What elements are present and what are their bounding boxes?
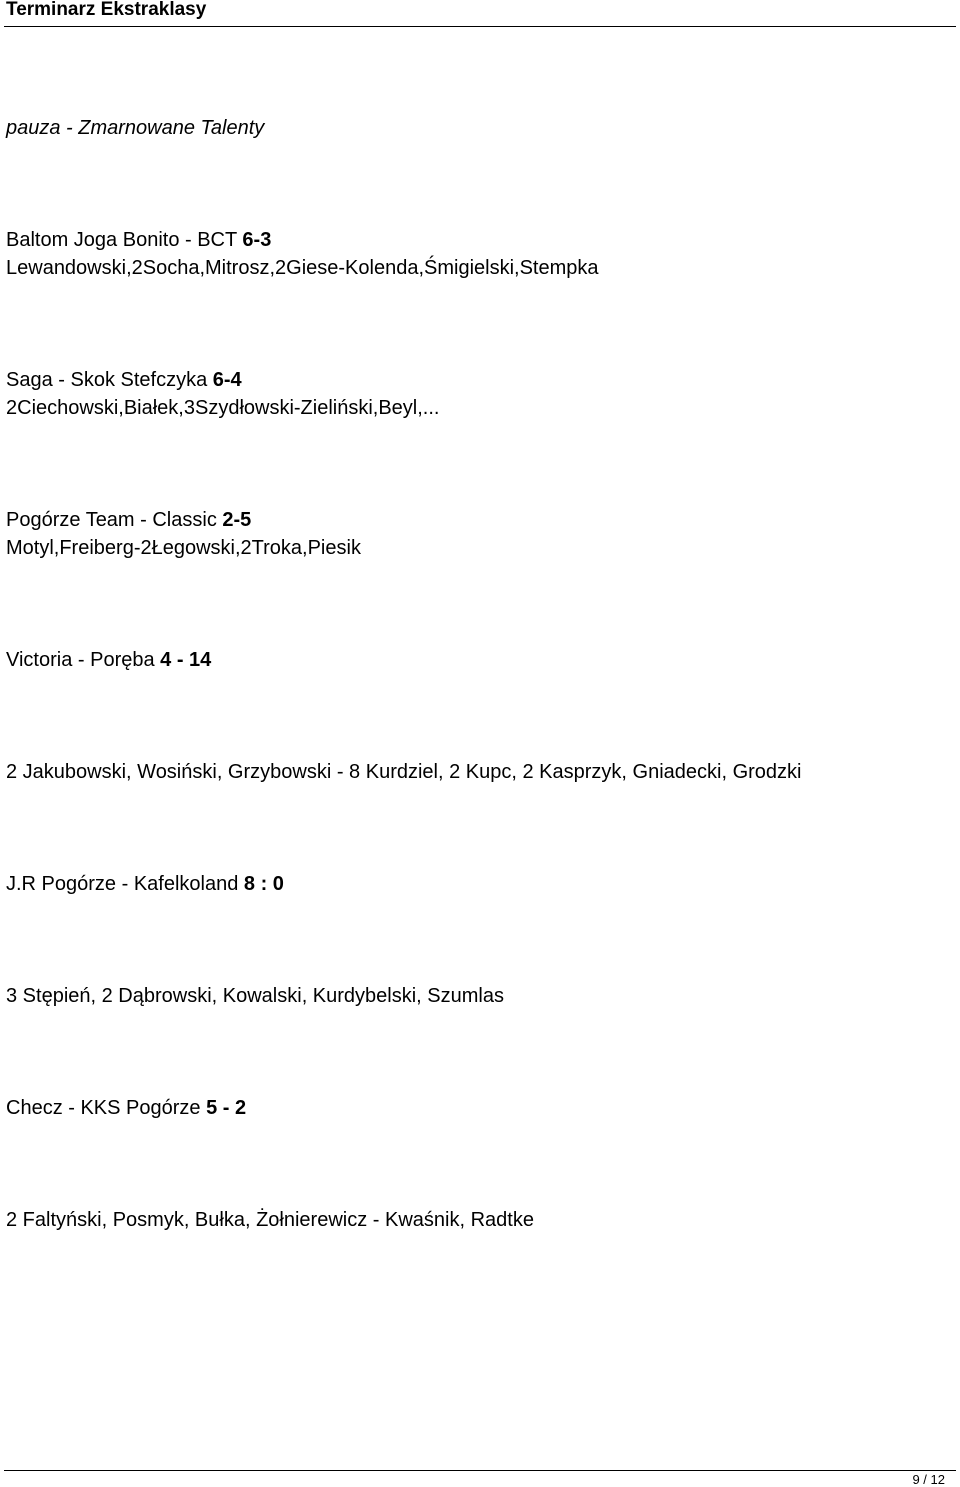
match-teams: Checz - KKS Pogórze [6,1097,201,1119]
match-teams: J.R Pogórze - Kafelkoland [6,873,239,895]
match-scorers: 2 Faltyński, Posmyk, Bułka, Żołnierewicz - Kwaśnik, Radtke [6,1209,534,1231]
page-number: 9 / 12 [912,1472,945,1487]
match-result-saga-skok [6,368,242,392]
match-result-baltom-bct [6,228,271,252]
match-scorers: Lewandowski,2Socha,Mitrosz,2Giese-Kolenda,Śmigielski,Stempka [6,257,599,279]
match-result-pogorze-classic [6,508,251,532]
match-scorers: 2Ciechowski,Białek,3Szydłowski-Zieliński,Beyl,... [6,397,440,419]
match-teams: Baltom Joga Bonito - BCT [6,229,237,251]
match-result-victoria-poreba [6,648,211,672]
match-score: 2-5 [222,509,252,531]
match-scorers: Motyl,Freiberg-2Łegowski,2Troka,Piesik [6,537,361,559]
match-scorers: 2 Jakubowski, Wosiński, Grzybowski - 8 Kurdziel, 2 Kupc, 2 Kasprzyk, Gniadecki, Grodzki [6,761,802,783]
match-score: 8 : 0 [243,873,284,895]
match-teams: Victoria - Poręba [6,649,155,671]
match-result-checz-kks [6,1096,246,1120]
document-title: Terminarz Ekstraklasy [6,0,207,20]
footer-divider [4,1470,956,1471]
page-header [4,0,956,27]
pause-note: pauza - Zmarnowane Talenty [6,117,265,139]
match-score: 6-4 [212,369,242,391]
match-teams: Saga - Skok Stefczyka [6,369,208,391]
match-score: 6-3 [242,229,272,251]
match-scorers: 3 Stępień, 2 Dąbrowski, Kowalski, Kurdybelski, Szumlas [6,985,504,1007]
match-result-jr-kafelkoland [6,872,284,896]
match-score: 5 - 2 [206,1097,247,1119]
match-score: 4 - 14 [160,649,212,671]
match-teams: Pogórze Team - Classic [6,509,217,531]
